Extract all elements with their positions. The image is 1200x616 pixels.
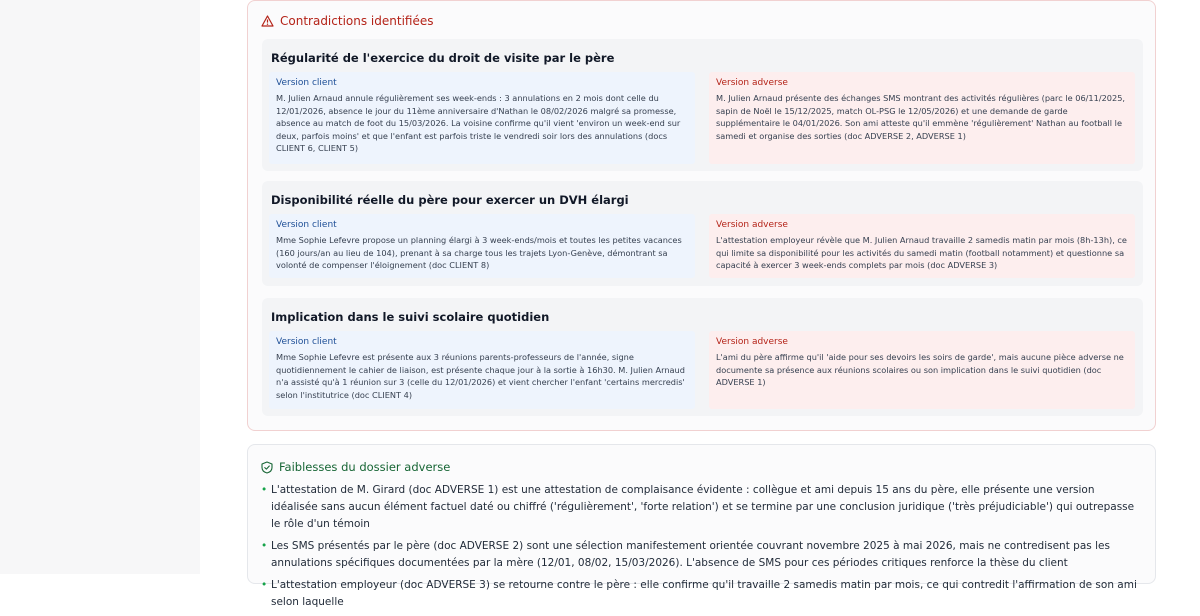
client-version-label: Version client <box>276 78 337 88</box>
weakness-text: Les SMS présentés par le père (doc ADVERSE 2) sont une sélection manifestement orientée couvrant novembre 2025 à mai 2026, mais ne contredisent pas les annulations spécifiques documentées par la mère (12/01, 08/02, 15/03/2026). L'absence de SMS pour ces périodes critiques renforce la thèse du client <box>271 540 1110 569</box>
contradictions-header <box>261 14 433 28</box>
adverse-version-label: Version adverse <box>716 337 788 347</box>
warning-triangle-icon <box>261 15 274 27</box>
contradiction-topic <box>262 298 1143 416</box>
contradictions-title: Contradictions identifiées <box>280 14 434 28</box>
weaknesses-list <box>261 482 1141 616</box>
adverse-version-text: M. Julien Arnaud présente des échanges SMS montrant des activités régulières (parc le 06/11/2025, sapin de Noël le 15/12/2025, match OL-PSG le 12/05/2026) et une demande de garde supplémentaire le 04/01/2026. Son ami atteste qu'il emmène 'régulièrement' Nathan au football le samedi et organise des sorties (doc ADVERSE 2, ADVERSE 1) <box>716 93 1126 141</box>
client-version-text: Mme Sophie Lefevre propose un planning élargi à 3 week-ends/mois et toutes les petites vacances (160 jours/an au lieu de 104), prenant à sa charge tous les trajets Lyon-Genève, démontrant sa volonté de compenser l'éloignement (doc CLIENT 8) <box>276 235 682 270</box>
bullet-dot-icon: • <box>261 540 268 552</box>
client-version-text: M. Julien Arnaud annule régulièrement ses week-ends : 3 annulations en 2 mois dont celle du 12/01/2026, absence le jour du 11ème anniversaire d'Nathan le 08/02/2026 malgré sa promesse, absence au match de foot du 15/03/2026. La voisine confirme qu'il vient 'environ un week-end sur deux, parfois moins' et que l'enfant est parfois triste le vendredi soir lors des annulations (docs CLIENT 6, CLIENT 5) <box>276 93 681 153</box>
weakness-text: L'attestation employeur (doc ADVERSE 3) se retourne contre le père : elle confirme qu'il travaille 2 samedis matin par mois, ce qui contredit l'affirmation de son ami selon laquelle <box>271 579 1137 608</box>
topic-title: Régularité de l'exercice du droit de visite par le père <box>271 51 615 65</box>
adverse-version-label: Version adverse <box>716 220 788 230</box>
weaknesses-header <box>261 460 450 474</box>
adverse-version-label: Version adverse <box>716 78 788 88</box>
adverse-version-text: L'ami du père affirme qu'il 'aide pour ses devoirs les soirs de garde', mais aucune pièce adverse ne documente sa présence aux réunions scolaires ou son implication dans le suivi quotidien (doc ADVERSE 1) <box>716 352 1124 387</box>
client-version-label: Version client <box>276 337 337 347</box>
topic-title: Disponibilité réelle du père pour exercer un DVH élargi <box>271 193 629 207</box>
client-version-panel <box>269 214 695 278</box>
weaknesses-card <box>247 444 1156 608</box>
weakness-item <box>261 482 1141 533</box>
bullet-dot-icon: • <box>261 484 268 496</box>
client-version-text: Mme Sophie Lefevre est présente aux 3 réunions parents-professeurs de l'année, signe quotidiennement le cahier de liaison, est présente chaque jour à la sortie à 16h30. M. Julien Arnaud n'a assisté qu'à 1 réunion sur 3 (celle du 12/01/2026) et vient chercher l'enfant 'certains mercredis' selon l'institutrice (doc CLIENT 4) <box>276 352 685 400</box>
topic-title: Implication dans le suivi scolaire quotidien <box>271 310 550 324</box>
adverse-version-panel <box>709 331 1135 409</box>
adverse-version-panel <box>709 214 1135 278</box>
left-gutter <box>0 0 201 574</box>
weaknesses-title: Faiblesses du dossier adverse <box>279 460 451 474</box>
weakness-item <box>261 538 1141 572</box>
contradiction-topic <box>262 39 1143 171</box>
adverse-version-text: L'attestation employeur révèle que M. Julien Arnaud travaille 2 samedis matin par mois (8h-13h), ce qui limite sa disponibilité pour les activités du samedi matin (football notamment) et questionne sa capacité à exercer 3 week-ends complets par mois (doc ADVERSE 3) <box>716 235 1127 270</box>
adverse-version-panel <box>709 72 1135 164</box>
contradiction-topic <box>262 181 1143 286</box>
main-content <box>200 0 1200 608</box>
contradictions-card <box>247 0 1156 431</box>
client-version-label: Version client <box>276 220 337 230</box>
client-version-panel <box>269 72 695 164</box>
client-version-panel <box>269 331 695 409</box>
shield-check-icon <box>261 461 273 474</box>
weakness-text: L'attestation de M. Girard (doc ADVERSE 1) est une attestation de complaisance évidente : collègue et ami depuis 15 ans du père, elle présente une version idéalisée sans aucun élément factuel daté ou chiffré ('régulièrement', 'forte relation') et se termine par une conclusion juridique ('très préjudiciable') qui outrepasse le rôle d'un témoin <box>271 484 1135 530</box>
weakness-item <box>261 577 1141 611</box>
bullet-dot-icon: • <box>261 579 268 591</box>
